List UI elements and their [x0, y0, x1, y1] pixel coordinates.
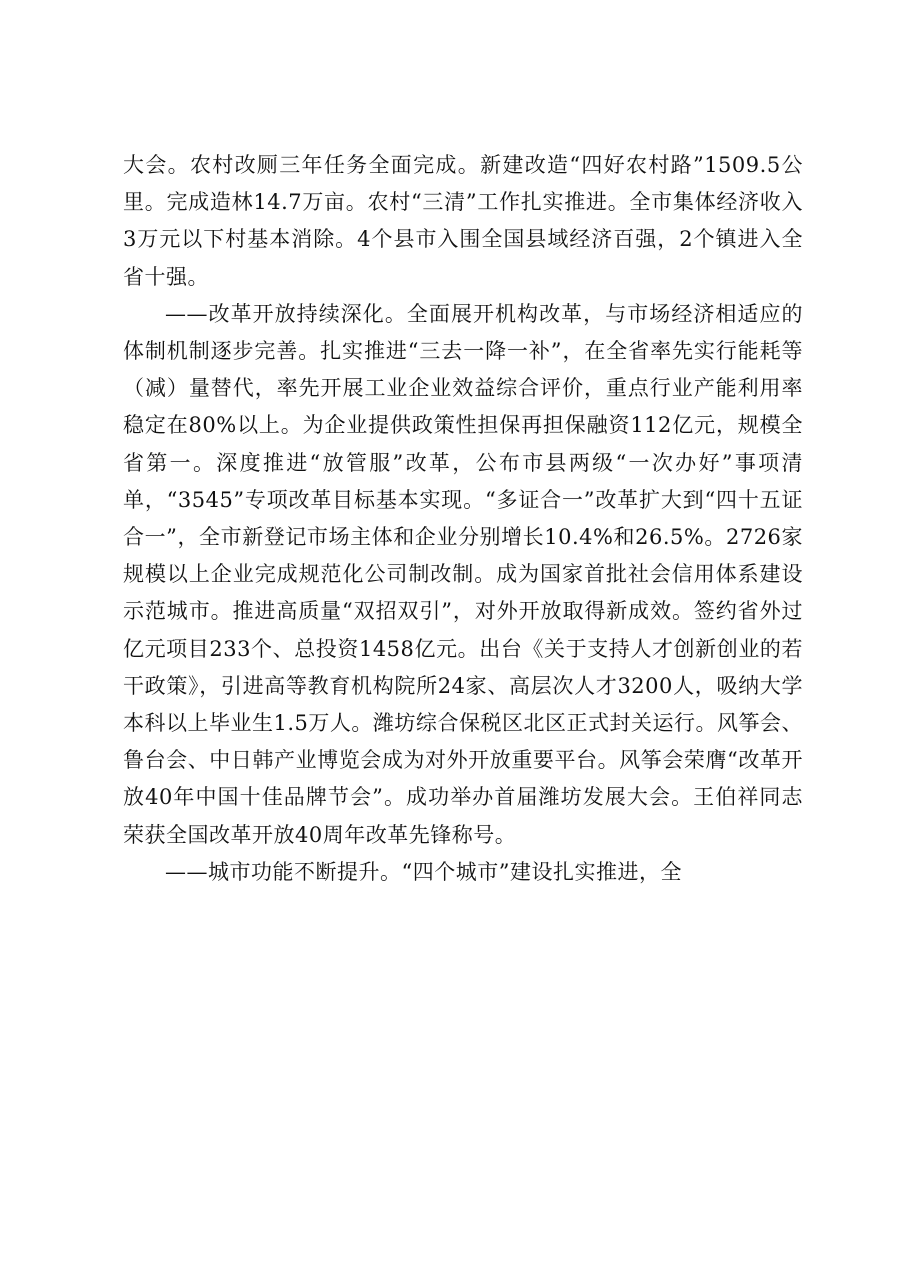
paragraph-rural-achievements: 大会。农村改厕三年任务全面完成。新建改造“四好农村路”1509.5公里。完成造林14.7万亩。农村“三清”工作扎实推进。全市集体经济收入3万元以下村基本消除。4个县市入围全国县域经济百强，2个镇进入全省十强。 — [123, 153, 803, 289]
paragraph-reform-opening: ——改革开放持续深化。全面展开机构改革，与市场经济相适应的体制机制逐步完善。扎实推进“三去一降一补”，在全省率先实行能耗等（减）量替代，率先开展工业企业效益综合评价，重点行业产能利用率稳定在80%以上。为企业提供政策性担保再担保融资112亿元，规模全省第一。深度推进“放管服”改革，公布市县两级“一次办好”事项清单，“3545”专项改革目标基本实现。“多证合一”改革扩大到“四十五证合一”，全市新登记市场主体和企业分别增长10.4%和26.5%。2726家规模以上企业完成规范化公司制改制。成为国家首批社会信用体系建设示范城市。推进高质量“双招双引”，对外开放取得新成效。签约省外过亿元项目233个、总投资1458亿元。出台《关于支持人才创新创业的若干政策》，引进高等教育机构院所24家、高层次人才3200人，吸纳大学本科以上毕业生1.5万人。潍坊综合保税区北区正式封关运行。风筝会、鲁台会、中日韩产业博览会成为对外开放重要平台。风筝会荣膺“改革开放40年中国十佳品牌节会”。成功举办首届潍坊发展大会。王伯祥同志荣获全国改革开放40周年改革先锋称号。 — [123, 301, 803, 847]
document-body — [123, 147, 803, 891]
paragraph-city-function: ——城市功能不断提升。“四个城市”建设扎实推进，全 — [165, 859, 682, 884]
